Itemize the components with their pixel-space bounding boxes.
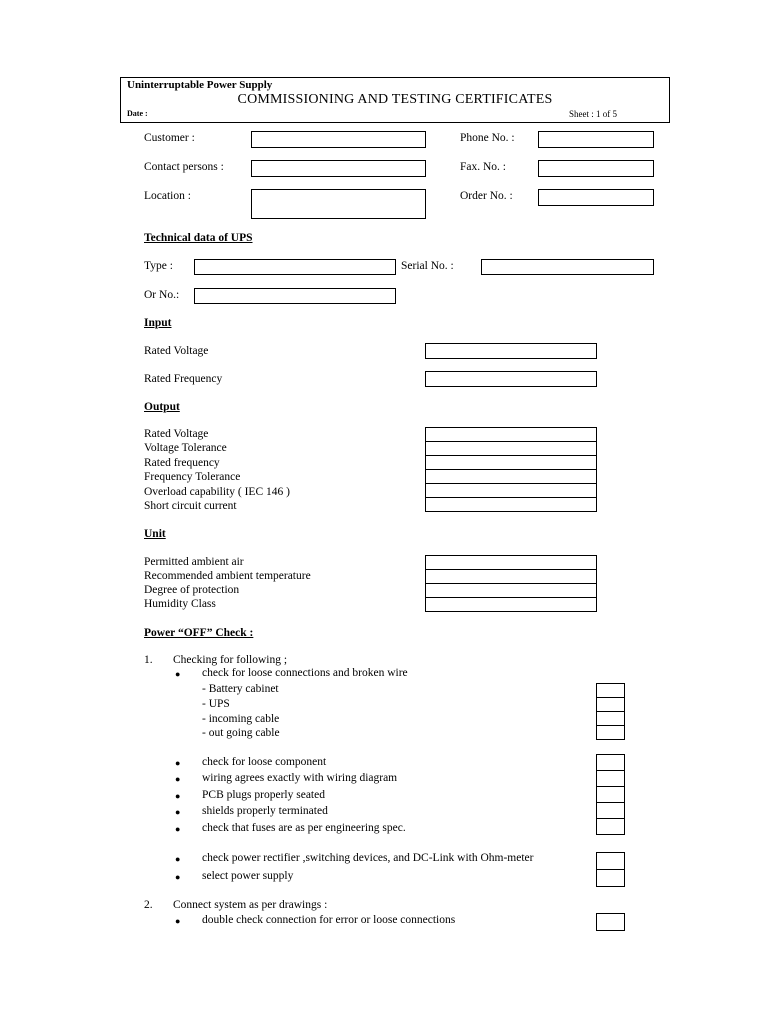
checkbox[interactable]: [596, 711, 625, 726]
unit-field[interactable]: [425, 569, 597, 584]
bullet-icon: ●: [175, 807, 181, 817]
output-item-label: Voltage Tolerance: [144, 442, 227, 454]
fax-field[interactable]: [538, 160, 654, 177]
checkbox[interactable]: [596, 869, 625, 887]
bullet-icon: ●: [175, 774, 181, 784]
unit-item-label: Degree of protection: [144, 584, 240, 596]
unit-heading: Unit: [144, 528, 166, 540]
order-label: Order No. :: [460, 190, 513, 202]
checkbox[interactable]: [596, 697, 625, 712]
item1-number: 1.: [144, 654, 153, 666]
output-item-label: Frequency Tolerance: [144, 471, 241, 483]
output-item-label: Rated Voltage: [144, 428, 209, 440]
input-rated-voltage-label: Rated Voltage: [144, 345, 209, 357]
bullet-icon: ●: [175, 791, 181, 801]
checkbox[interactable]: [596, 754, 625, 771]
check2-item-label: check power rectifier ,switching devices, and DC-Link with Ohm-meter: [202, 852, 534, 864]
item2-text: Connect system as per drawings :: [173, 899, 328, 911]
loose-connections-text: check for loose connections and broken wire: [202, 667, 408, 679]
checkbox[interactable]: [596, 786, 625, 803]
bullet-icon: ●: [175, 854, 181, 864]
double-check-text: double check connection for error or loose connections: [202, 914, 456, 926]
sub-item-label: - out going cable: [202, 727, 280, 739]
bullet-icon: ●: [175, 872, 181, 882]
checkbox[interactable]: [596, 913, 625, 931]
customer-field[interactable]: [251, 131, 426, 148]
orno-field[interactable]: [194, 288, 396, 304]
document-header: [120, 77, 670, 123]
checkbox[interactable]: [596, 818, 625, 835]
unit-item-label: Permitted ambient air: [144, 556, 244, 568]
header-date-label: Date :: [127, 109, 148, 118]
unit-field[interactable]: [425, 583, 597, 598]
tech-heading: Technical data of UPS: [144, 232, 253, 244]
checkbox[interactable]: [596, 770, 625, 787]
checkbox[interactable]: [596, 802, 625, 819]
unit-fields: [425, 555, 597, 612]
output-item-label: Overload capability ( IEC 146 ): [144, 486, 290, 498]
sub-checkboxes: [596, 683, 625, 740]
output-heading: Output: [144, 401, 180, 413]
serial-field[interactable]: [481, 259, 654, 275]
checkbox[interactable]: [596, 683, 625, 698]
type-label: Type :: [144, 260, 173, 272]
bullet-icon: ●: [175, 758, 181, 768]
unit-item-label: Humidity Class: [144, 598, 216, 610]
input-heading: Input: [144, 317, 172, 329]
bullet-icon: ●: [175, 669, 181, 679]
contact-label: Contact persons :: [144, 161, 224, 173]
check-item-label: check for loose component: [202, 756, 327, 768]
customer-label: Customer :: [144, 132, 195, 144]
check-checkboxes: [596, 754, 625, 835]
output-field[interactable]: [425, 483, 597, 498]
item2-number: 2.: [144, 899, 153, 911]
bullet-icon: ●: [175, 916, 181, 926]
output-field[interactable]: [425, 497, 597, 512]
unit-field[interactable]: [425, 597, 597, 612]
orno-label: Or No.:: [144, 289, 180, 301]
check2-item-label: select power supply: [202, 870, 294, 882]
type-field[interactable]: [194, 259, 396, 275]
sub-item-label: - UPS: [202, 698, 230, 710]
check2-checkboxes: [596, 852, 625, 887]
header-sheet-label: Sheet : 1 of 5: [569, 109, 617, 119]
sub-item-label: - incoming cable: [202, 713, 280, 725]
output-field[interactable]: [425, 469, 597, 484]
location-field[interactable]: [251, 189, 426, 219]
output-item-label: Rated frequency: [144, 457, 220, 469]
serial-label: Serial No. :: [401, 260, 454, 272]
order-field[interactable]: [538, 189, 654, 206]
phone-field[interactable]: [538, 131, 654, 148]
output-field[interactable]: [425, 455, 597, 470]
input-rated-voltage-field[interactable]: [425, 343, 597, 359]
bullet-icon: ●: [175, 824, 181, 834]
checkbox[interactable]: [596, 725, 625, 740]
check-item-label: wiring agrees exactly with wiring diagram: [202, 772, 398, 784]
item1-text: Checking for following ;: [173, 654, 288, 666]
header-title: COMMISSIONING AND TESTING CERTIFICATES: [237, 92, 553, 107]
output-fields: [425, 427, 597, 512]
unit-item-label: Recommended ambient temperature: [144, 570, 311, 582]
check-item-label: shields properly terminated: [202, 805, 328, 817]
output-field[interactable]: [425, 441, 597, 456]
sub-item-label: - Battery cabinet: [202, 683, 279, 695]
input-rated-frequency-label: Rated Frequency: [144, 373, 223, 385]
check-item-label: PCB plugs properly seated: [202, 789, 325, 801]
checkbox[interactable]: [596, 852, 625, 870]
power-off-heading: Power “OFF” Check :: [144, 627, 254, 639]
contact-field[interactable]: [251, 160, 426, 177]
header-subtitle: Uninterruptable Power Supply: [127, 79, 273, 91]
output-item-label: Short circuit current: [144, 500, 237, 512]
unit-field[interactable]: [425, 555, 597, 570]
check-item-label: check that fuses are as per engineering spec.: [202, 822, 406, 834]
input-rated-frequency-field[interactable]: [425, 371, 597, 387]
output-field[interactable]: [425, 427, 597, 442]
phone-label: Phone No. :: [460, 132, 515, 144]
location-label: Location :: [144, 190, 191, 202]
fax-label: Fax. No. :: [460, 161, 506, 173]
